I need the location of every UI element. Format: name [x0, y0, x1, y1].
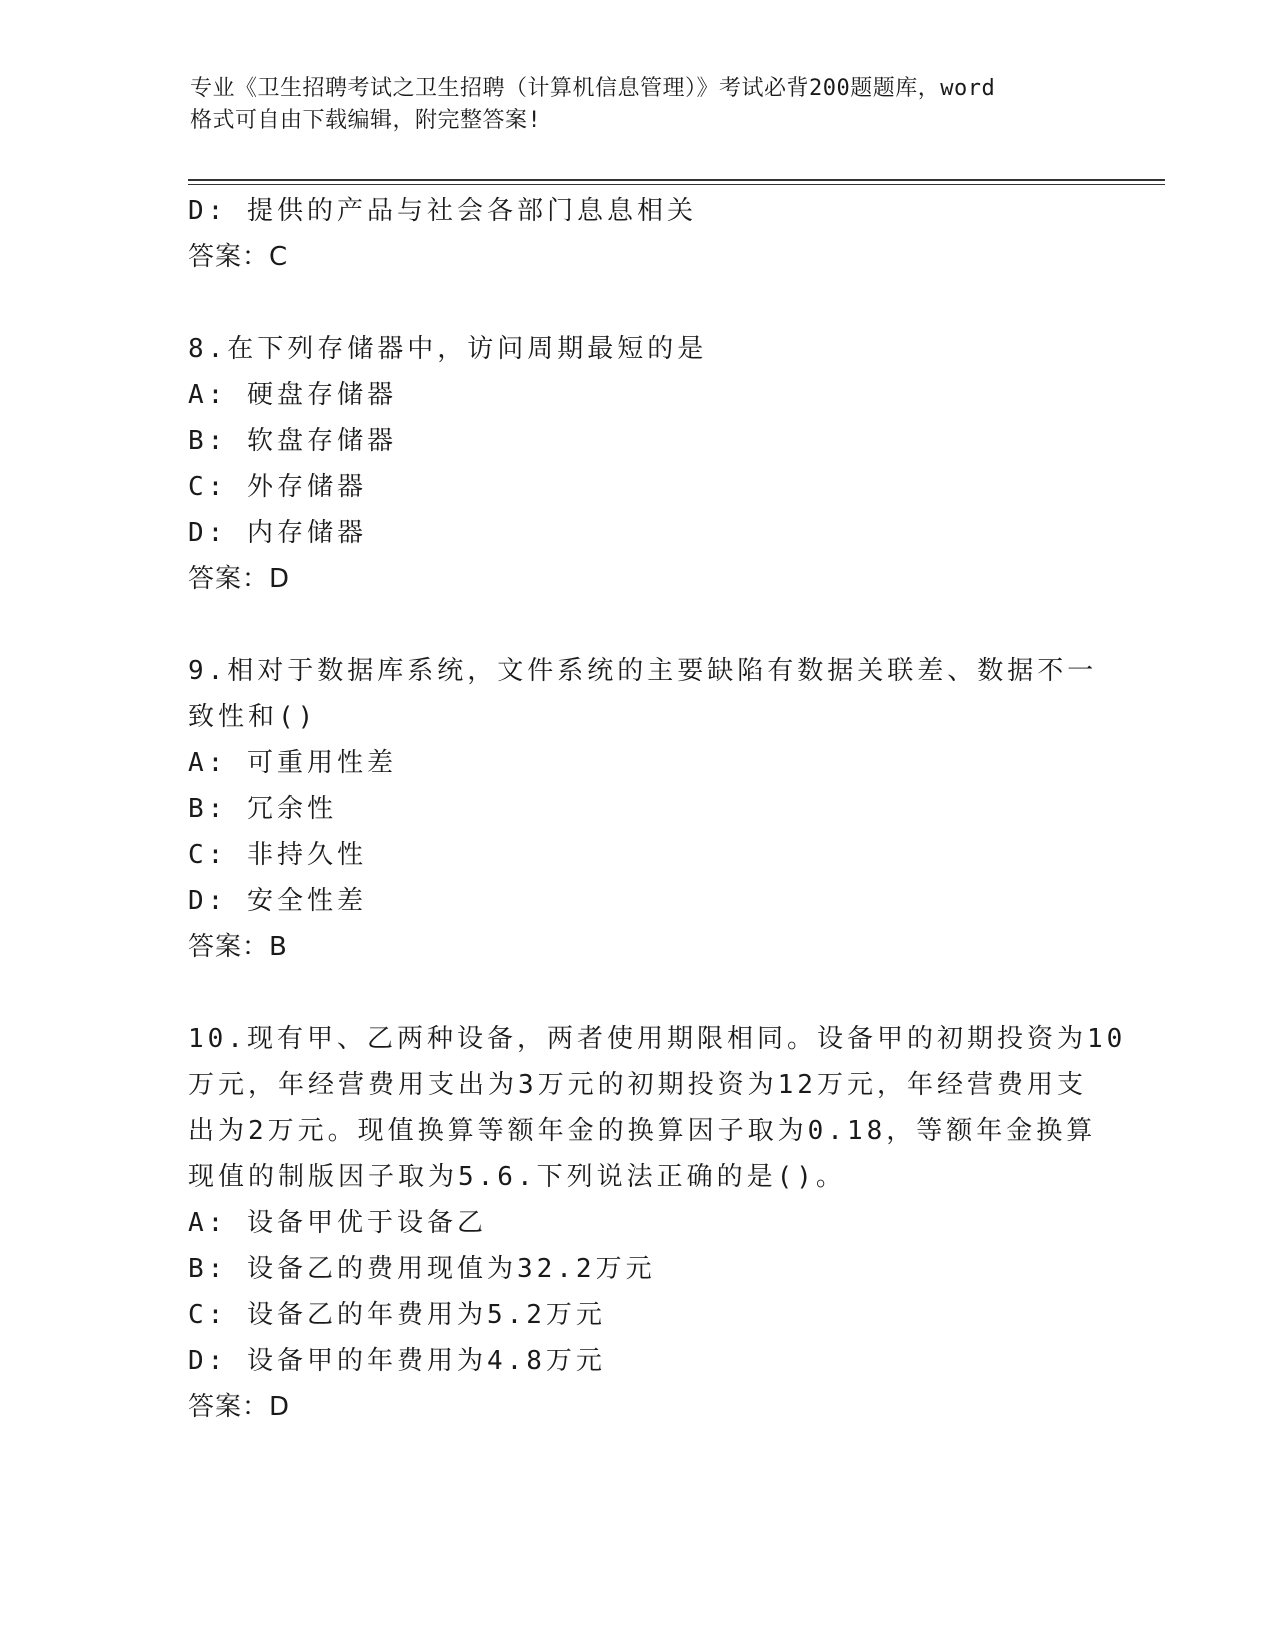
header-divider-thick	[188, 179, 1165, 181]
prev-option-d: D: 提供的产品与社会各部门息息相关	[188, 196, 697, 226]
q9-stem-line-1: 9.相对于数据库系统，文件系统的主要缺陷有数据关联差、数据不一	[188, 656, 1098, 686]
spacer	[188, 280, 1148, 326]
q9-option-d: D: 安全性差	[188, 886, 367, 916]
spacer	[188, 602, 1148, 648]
q8-stem: 8.在下列存储器中，访问周期最短的是	[188, 334, 708, 364]
document-header	[190, 73, 1090, 137]
q10-stem-line-1: 10.现有甲、乙两种设备，两者使用期限相同。设备甲的初期投资为10	[188, 1024, 1127, 1054]
q8-option-d: D: 内存储器	[188, 518, 367, 548]
question-10	[188, 1016, 1148, 1430]
q8-option-a: A: 硬盘存储器	[188, 380, 397, 410]
header-line-1: 专业《卫生招聘考试之卫生招聘（计算机信息管理）》考试必背200题题库，word	[190, 76, 996, 101]
q9-option-c: C: 非持久性	[188, 840, 367, 870]
q10-stem-line-2: 万元，年经营费用支出为3万元的初期投资为12万元，年经营费用支	[188, 1070, 1087, 1100]
q10-option-c: C: 设备乙的年费用为5.2万元	[188, 1300, 606, 1330]
q8-option-b: B: 软盘存储器	[188, 426, 397, 456]
q9-option-a: A: 可重用性差	[188, 748, 397, 778]
q8-answer: 答案：D	[188, 564, 291, 594]
question-8	[188, 326, 1148, 602]
q10-stem-line-3: 出为2万元。现值换算等额年金的换算因子取为0.18，等额年金换算	[188, 1116, 1097, 1146]
header-divider-thin	[188, 184, 1165, 185]
q10-stem-line-4: 现值的制版因子取为5.6.下列说法正确的是()。	[188, 1162, 846, 1192]
header-line-2: 格式可自由下载编辑，附完整答案!	[190, 108, 542, 133]
q10-option-a: A: 设备甲优于设备乙	[188, 1208, 487, 1238]
q10-answer: 答案：D	[188, 1392, 291, 1422]
q10-option-d: D: 设备甲的年费用为4.8万元	[188, 1346, 606, 1376]
prev-answer: 答案：C	[188, 242, 289, 272]
question-9	[188, 648, 1148, 970]
q8-option-c: C: 外存储器	[188, 472, 367, 502]
q9-option-b: B: 冗余性	[188, 794, 337, 824]
document-body	[188, 188, 1148, 1430]
q9-answer: 答案：B	[188, 932, 288, 962]
q10-option-b: B: 设备乙的费用现值为32.2万元	[188, 1254, 656, 1284]
q9-stem-line-2: 致性和()	[188, 702, 318, 732]
spacer	[188, 970, 1148, 1016]
